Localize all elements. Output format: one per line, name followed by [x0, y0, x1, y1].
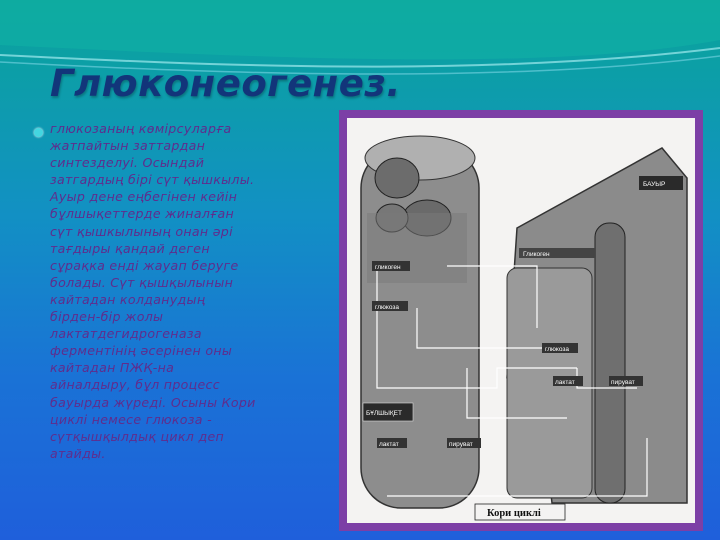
cori-cycle-diagram [347, 118, 695, 523]
bullet-icon [34, 128, 43, 137]
liver-vessel [595, 223, 625, 503]
muscle-shade [367, 213, 467, 283]
lactate-muscle-label: лактат [379, 441, 399, 448]
glycogen-label: гликоген [375, 264, 401, 271]
pyruvate-liver-label: пируват [611, 379, 635, 386]
muscle-label: БҰЛШЫҚЕТ [366, 410, 402, 417]
figure-frame [339, 110, 703, 531]
slide-body-text: глюкозаның көмірсуларға жатпайтын заттардан синтезделуі. Осындай затгардың бірі сүт қышкылы. Ауыр дене еңбегінен кейін бұлшықеттерде жиналған сүт қышкылының онан әрі тағдыры қандай деген сұрақка енді жауап беруге болады. Сүт қышқылынын кайтадан колданудың бірден-бір жолы лактатдегидрогеназа ферментінің әсерінен оны кайтадан ПЖҚ-на айналдыру, бұл процесс бауырда жүреді. Осыны Кори циклі немесе глюкоза - сүтқышқылдық цикл деп атайды. [50, 121, 256, 461]
liver-glycogen-label: Гликоген [523, 251, 550, 258]
cori-cycle-figure [347, 118, 695, 523]
glucose-liver-label: глюкоза [545, 346, 569, 353]
slide-title: Глюконеогенез. [50, 62, 401, 105]
muscle-fiber-1 [375, 158, 419, 198]
pyruvate-muscle-label: пируват [449, 441, 473, 448]
liver-label: БАУЫР [643, 181, 666, 188]
glucose-muscle-label: глюкоза [375, 304, 399, 311]
lactate-liver-label: лактат [555, 379, 575, 386]
figure-caption: Кори циклі [487, 508, 541, 519]
